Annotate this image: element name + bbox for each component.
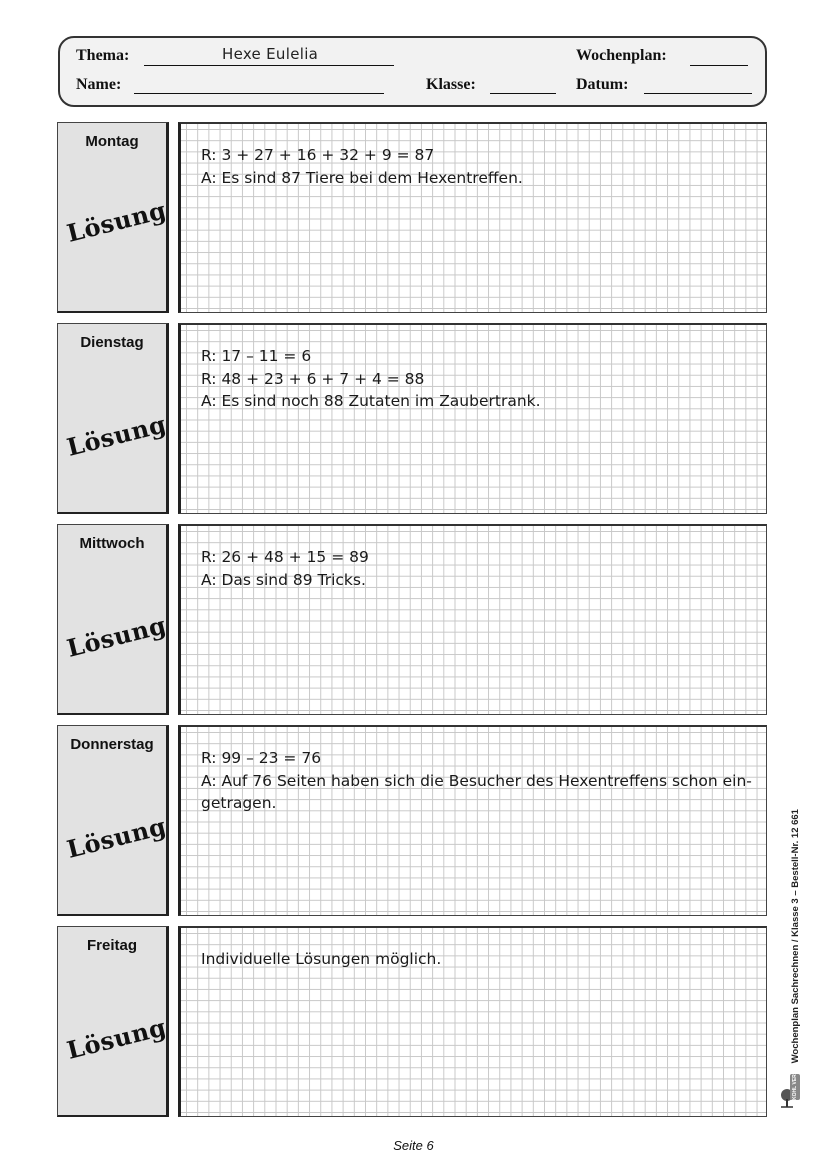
loesung-stamp: Lösung (63, 811, 170, 864)
answer-grid-montag (178, 122, 767, 313)
answer-line: Individuelle Lösungen möglich. (201, 950, 442, 968)
day-label-box-freitag (57, 926, 169, 1117)
page-number: Seite 6 (393, 1138, 434, 1153)
day-name: Donnerstag (70, 736, 154, 753)
day-label-box-dienstag (57, 323, 169, 514)
answer-text-block (201, 747, 752, 815)
day-name: Dienstag (80, 334, 144, 351)
wochenplan-label: Wochenplan: (576, 47, 667, 64)
answer-text-block (201, 345, 746, 413)
loesung-stamp: Lösung (63, 195, 170, 248)
answer-line: A: Das sind 89 Tricks. (201, 570, 366, 589)
wochenplan-field-line (690, 65, 748, 66)
answer-text-block (201, 948, 746, 971)
day-label-box-mittwoch (57, 524, 169, 715)
thema-label: Thema: (76, 47, 130, 64)
day-name: Montag (85, 133, 139, 150)
datum-field-line (644, 93, 752, 94)
answer-line: A: Auf 76 Seiten haben sich die Besucher des Hexentreffens schon ein- (201, 771, 752, 790)
answer-line: R: 26 + 48 + 15 = 89 (201, 548, 369, 566)
answer-grid-freitag (178, 926, 767, 1117)
answer-line: R: 3 + 27 + 16 + 32 + 9 = 87 (201, 146, 435, 164)
klasse-field-line (490, 93, 556, 94)
day-label-box-donnerstag (57, 725, 169, 916)
answer-line: R: 99 – 23 = 76 (201, 749, 322, 767)
publisher-info-text: Wochenplan Sachrechnen / Klasse 3 – Bestell-Nr. 12 661 (790, 809, 801, 1064)
day-label-box-montag (57, 122, 169, 313)
answer-line: A: Es sind 87 Tiere bei dem Hexentreffen. (201, 168, 523, 187)
klasse-label: Klasse: (426, 76, 476, 93)
answer-line: A: Es sind noch 88 Zutaten im Zaubertrank. (201, 392, 541, 410)
loesung-stamp: Lösung (63, 1012, 170, 1065)
answer-line: getragen. (201, 794, 277, 812)
thema-field-line (144, 65, 394, 66)
day-name: Freitag (86, 937, 137, 954)
loesung-stamp: Lösung (63, 610, 170, 663)
answer-grid-dienstag (178, 323, 767, 514)
thema-value: Hexe Eulelia (222, 45, 319, 63)
worksheet-header (58, 36, 767, 107)
publisher-logo: KOHL VERLAG (792, 1063, 799, 1100)
answer-line: R: 48 + 23 + 6 + 7 + 4 = 88 (201, 369, 425, 388)
loesung-stamp: Lösung (63, 409, 170, 462)
answer-text-block (201, 546, 746, 591)
datum-label: Datum: (576, 76, 629, 93)
name-label: Name: (76, 76, 122, 93)
publisher-sidebar (790, 740, 801, 1100)
answer-line: R: 17 – 11 = 6 (201, 347, 312, 365)
day-name: Mittwoch (79, 535, 145, 552)
answer-text-block (201, 144, 746, 189)
answer-grid-mittwoch (178, 524, 767, 715)
name-field-line (134, 93, 384, 94)
answer-grid-donnerstag (178, 725, 767, 916)
